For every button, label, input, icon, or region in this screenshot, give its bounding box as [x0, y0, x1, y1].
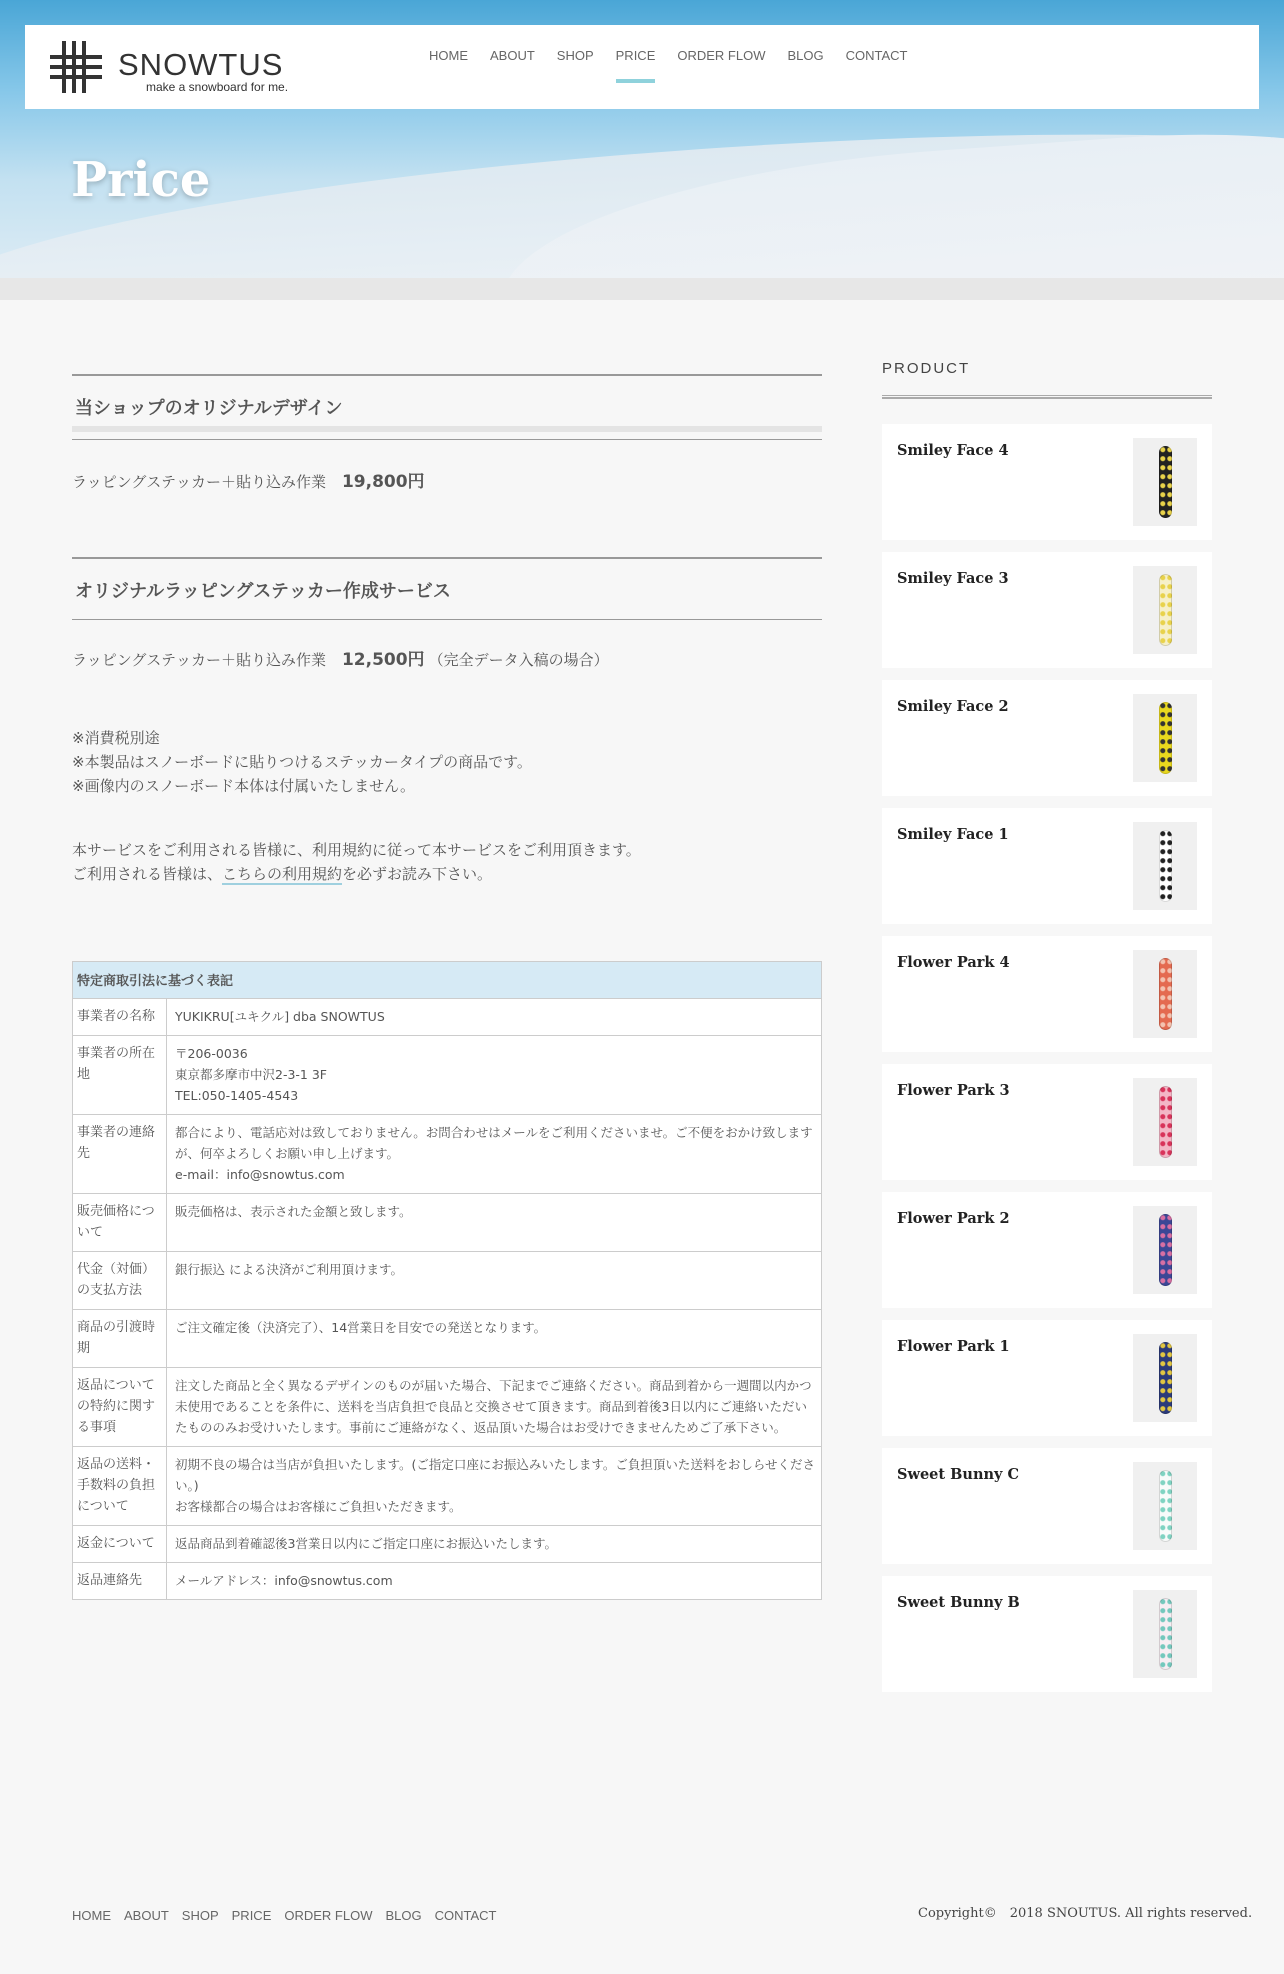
row-label: 返品の送料・手数料の負担について	[73, 1447, 167, 1526]
table-row	[73, 1194, 822, 1252]
price-value: 19,800円	[341, 472, 425, 492]
row-label: 販売価格について	[73, 1194, 167, 1252]
row-value: 販売価格は、表示された金額と致します。	[167, 1194, 822, 1252]
product-thumbnail	[1133, 1334, 1197, 1422]
product-name: Flower Park 1	[897, 1338, 1010, 1355]
row-label: 代金（対価）の支払方法	[73, 1252, 167, 1310]
product-card[interactable]	[882, 1320, 1212, 1436]
product-name: Smiley Face 1	[897, 826, 1009, 843]
product-thumbnail	[1133, 694, 1197, 782]
snowboard-icon	[1159, 830, 1172, 902]
table-row	[73, 1563, 822, 1600]
terms-text-post: を必ずお読み下さい。	[342, 865, 493, 883]
table-row	[73, 1447, 822, 1526]
footer-link-price[interactable]: PRICE	[231, 1908, 272, 1923]
footer-link-shop[interactable]: SHOP	[181, 1908, 219, 1923]
product-card[interactable]	[882, 1576, 1212, 1692]
product-name: Flower Park 3	[897, 1082, 1010, 1099]
price-item-label: ラッピングステッカー＋貼り込み作業	[72, 473, 326, 491]
sidebar-title: PRODUCT	[882, 360, 971, 377]
row-value: YUKIKRU[ユキクル] dba SNOWTUS	[167, 999, 822, 1036]
product-sidebar	[882, 360, 1212, 1611]
table-row	[73, 1115, 822, 1194]
product-name: Sweet Bunny B	[897, 1594, 1020, 1611]
row-label: 商品の引渡時期	[73, 1310, 167, 1368]
row-label: 返品連絡先	[73, 1563, 167, 1600]
snowboard-icon	[1159, 1470, 1172, 1542]
row-value: 初期不良の場合は当店が負担いたします。(ご指定口座にお振込みいたします。ご負担頂いた送料をおしらせください。) お客様都合の場合はお客様にご負担いただきます。	[167, 1447, 822, 1526]
nav-price[interactable]: PRICE	[616, 25, 656, 109]
section-heading-original-design: 当ショップのオリジナルデザイン	[72, 374, 822, 440]
product-name: Flower Park 4	[897, 954, 1010, 971]
price-line-sticker-service	[72, 645, 822, 670]
snowboard-icon	[1159, 446, 1172, 518]
nav-contact[interactable]: CONTACT	[845, 48, 908, 63]
row-value: ご注文確定後（決済完了）、14営業日を目安での発送となります。	[167, 1310, 822, 1368]
page-title: Price	[71, 152, 211, 208]
row-label: 事業者の名称	[73, 999, 167, 1036]
product-thumbnail	[1133, 1590, 1197, 1678]
footer-link-contact[interactable]: CONTACT	[434, 1908, 497, 1923]
row-value: 銀行振込 による決済がご利用頂けます。	[167, 1252, 822, 1310]
logo-hash-icon	[50, 41, 102, 93]
product-card[interactable]	[882, 1448, 1212, 1564]
nav-order-flow[interactable]: ORDER FLOW	[677, 48, 766, 63]
copyright: Copyright© 2018 SNOUTUS. All rights reserved.	[918, 1906, 1253, 1921]
terms-link[interactable]: こちらの利用規約	[222, 865, 343, 883]
notes-block	[72, 726, 822, 798]
terms-block	[72, 838, 822, 886]
product-card[interactable]	[882, 424, 1212, 540]
table-row	[73, 1036, 822, 1115]
price-value: 12,500円	[341, 650, 425, 670]
snowboard-icon	[1159, 1598, 1172, 1670]
table-header: 特定商取引法に基づく表記	[73, 962, 822, 999]
snowboard-icon	[1159, 958, 1172, 1030]
product-name: Flower Park 2	[897, 1210, 1010, 1227]
logo-tagline: make a snowboard for me.	[146, 80, 289, 94]
legal-info-table	[72, 961, 822, 1600]
sidebar-divider	[882, 395, 1212, 399]
nav-home[interactable]: HOME	[429, 48, 468, 63]
snowboard-icon	[1159, 1086, 1172, 1158]
table-row	[73, 1310, 822, 1368]
row-label: 返金について	[73, 1526, 167, 1563]
site-logo[interactable]	[50, 39, 289, 95]
terms-text-2	[72, 862, 822, 886]
table-row	[73, 1368, 822, 1447]
table-row	[73, 1526, 822, 1563]
section-heading-sticker-service: オリジナルラッピングステッカー作成サービス	[72, 557, 822, 620]
nav-about[interactable]: ABOUT	[490, 48, 535, 63]
note-line: ※本製品はスノーボードに貼りつけるステッカータイプの商品です。	[72, 753, 532, 771]
product-name: Smiley Face 3	[897, 570, 1009, 587]
logo-name: SNOWTUS	[118, 47, 284, 82]
table-row	[73, 1252, 822, 1310]
snowboard-icon	[1159, 702, 1172, 774]
footer-link-blog[interactable]: BLOG	[385, 1908, 422, 1923]
product-card[interactable]	[882, 1192, 1212, 1308]
row-label: 事業者の連絡先	[73, 1115, 167, 1194]
footer-link-home[interactable]: HOME	[72, 1908, 111, 1923]
product-name: Smiley Face 4	[897, 442, 1009, 459]
row-label: 事業者の所在地	[73, 1036, 167, 1115]
row-label: 返品についての特約に関する事項	[73, 1368, 167, 1447]
price-note: （完全データ入稿の場合）	[428, 651, 609, 669]
price-line-original-design	[72, 467, 822, 492]
product-thumbnail	[1133, 566, 1197, 654]
terms-text-pre: ご利用される皆様は、	[72, 865, 223, 883]
price-item-label: ラッピングステッカー＋貼り込み作業	[72, 651, 326, 669]
product-card[interactable]	[882, 680, 1212, 796]
footer-nav	[72, 1908, 510, 1923]
product-card[interactable]	[882, 552, 1212, 668]
row-value: 返品商品到着確認後3営業日以内にご指定口座にお振込いたします。	[167, 1526, 822, 1563]
product-thumbnail	[1133, 822, 1197, 910]
footer-link-order-flow[interactable]: ORDER FLOW	[284, 1908, 373, 1923]
product-thumbnail	[1133, 950, 1197, 1038]
nav-shop[interactable]: SHOP	[556, 48, 594, 63]
snowboard-icon	[1159, 574, 1172, 646]
product-thumbnail	[1133, 1462, 1197, 1550]
product-card[interactable]	[882, 808, 1212, 924]
row-value: 注文した商品と全く異なるデザインのものが届いた場合、下記までご連絡ください。商品到着から一週間以内かつ未使用であることを条件に、送料を当店負担で良品と交換させて頂きます。商品到着後3日以内にご連絡いただいたもののみお受けいたします。事前にご連絡がなく、返品頂いた場合はお受けできませんためご了承下さい。	[167, 1368, 822, 1447]
row-value: 〒206-0036 東京都多摩市中沢2-3-1 3F TEL:050-1405-4543	[167, 1036, 822, 1115]
snowboard-icon	[1159, 1214, 1172, 1286]
product-thumbnail	[1133, 438, 1197, 526]
row-value: 都合により、電話応対は致しておりません。お問合わせはメールをご利用くださいませ。ご不便をおかけ致しますが、何卒よろしくお願い申し上げます。 e-mail：info@snowtus.com	[167, 1115, 822, 1194]
table-row	[73, 999, 822, 1036]
note-line: ※消費税別途	[72, 729, 160, 747]
snowboard-icon	[1159, 1342, 1172, 1414]
nav-blog[interactable]: BLOG	[787, 48, 824, 63]
hero-ground	[0, 278, 1284, 300]
product-thumbnail	[1133, 1206, 1197, 1294]
row-value: メールアドレス：info@snowtus.com	[167, 1563, 822, 1600]
product-card[interactable]	[882, 936, 1212, 1052]
product-name: Sweet Bunny C	[897, 1466, 1020, 1483]
terms-text: 本サービスをご利用される皆様に、利用規約に従って本サービスをご利用頂きます。	[72, 841, 641, 859]
note-line: ※画像内のスノーボード本体は付属いたしません。	[72, 777, 416, 795]
product-thumbnail	[1133, 1078, 1197, 1166]
footer-link-about[interactable]: ABOUT	[124, 1908, 169, 1923]
product-card[interactable]	[882, 1064, 1212, 1180]
main-content	[72, 374, 822, 1588]
main-nav	[418, 25, 919, 109]
site-header	[25, 25, 1259, 109]
product-name: Smiley Face 2	[897, 698, 1009, 715]
